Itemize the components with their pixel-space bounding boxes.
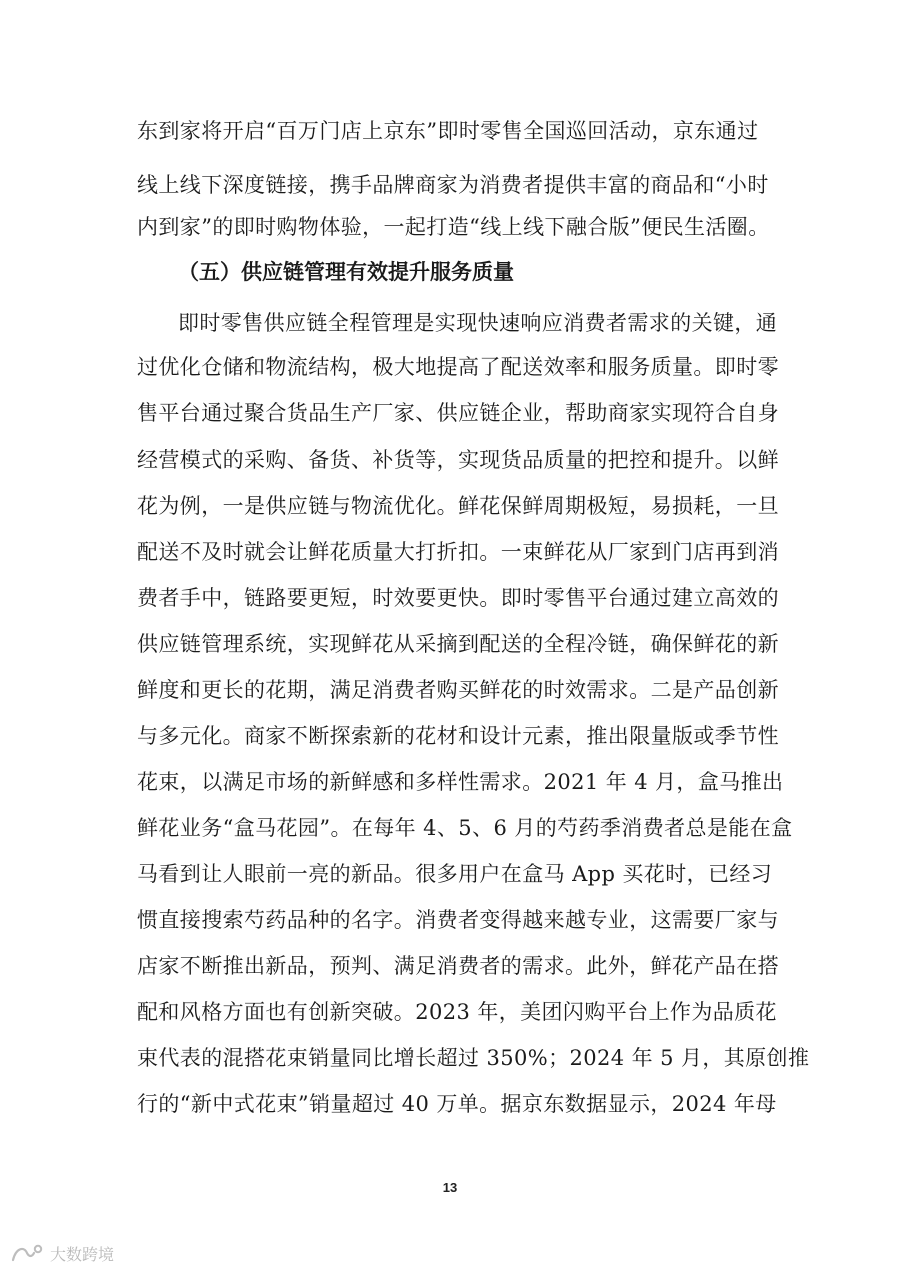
paragraph-line: 费者手中，链路要更短，时效要更快。即时零售平台通过建立高效的: [137, 586, 779, 610]
paragraph-line: 惯直接搜索芍药品种的名字。消费者变得越来越专业，这需要厂家与: [137, 908, 779, 932]
page-number: 13: [442, 1180, 458, 1195]
paragraph-line: 花为例，一是供应链与物流优化。鲜花保鲜周期极短，易损耗，一旦: [137, 494, 779, 518]
paragraph-line: 供应链管理系统，实现鲜花从采摘到配送的全程冷链，确保鲜花的新: [137, 632, 779, 656]
paragraph-line: 店家不断推出新品，预判、满足消费者的需求。此外，鲜花产品在搭: [137, 954, 779, 978]
paragraph-line: 过优化仓储和物流结构，极大地提高了配送效率和服务质量。即时零: [137, 355, 779, 379]
paragraph-line: 经营模式的采购、备货、补货等，实现货品质量的把控和提升。以鲜: [137, 448, 779, 472]
paragraph-line: 配和风格方面也有创新突破。2023 年，美团闪购平台上作为品质花: [137, 1000, 777, 1024]
watermark: [10, 1240, 114, 1266]
watermark-logo-icon: [10, 1242, 44, 1264]
paragraph-line: 售平台通过聚合货品生产厂家、供应链企业，帮助商家实现符合自身: [137, 401, 779, 425]
text-line-3: 内到家”的即时购物体验，一起打造“线上线下融合版”便民生活圈。: [137, 215, 770, 239]
text-line-1: 东到家将开启“百万门店上京东”即时零售全国巡回活动，京东通过: [137, 119, 759, 143]
watermark-text: 大数跨境: [50, 1244, 115, 1264]
paragraph-line: 鲜花业务“盒马花园”。在每年 4、5、6 月的芍药季消费者总是能在盒: [137, 816, 793, 840]
paragraph-line: 鲜度和更长的花期，满足消费者购买鲜花的时效需求。二是产品创新: [137, 678, 779, 702]
paragraph-line: 配送不及时就会让鲜花质量大打折扣。一束鲜花从厂家到门店再到消: [137, 540, 779, 564]
paragraph-line: 花束，以满足市场的新鲜感和多样性需求。2021 年 4 月，盒马推出: [137, 770, 784, 794]
paragraph-line: 行的“新中式花束”销量超过 40 万单。据京东数据显示，2024 年母: [137, 1092, 777, 1116]
section-heading: （五）供应链管理有效提升服务质量: [178, 260, 514, 284]
paragraph-line: 马看到让人眼前一亮的新品。很多用户在盒马 App 买花时，已经习: [137, 862, 773, 886]
paragraph-line: 与多元化。商家不断探索新的花材和设计元素，推出限量版或季节性: [137, 724, 779, 748]
paragraph-line: 即时零售供应链全程管理是实现快速响应消费者需求的关键，通: [178, 311, 778, 335]
paragraph-line: 束代表的混搭花束销量同比增长超过 350%；2024 年 5 月，其原创推: [137, 1046, 810, 1070]
text-line-2: 线上线下深度链接，携手品牌商家为消费者提供丰富的商品和“小时: [137, 173, 769, 197]
